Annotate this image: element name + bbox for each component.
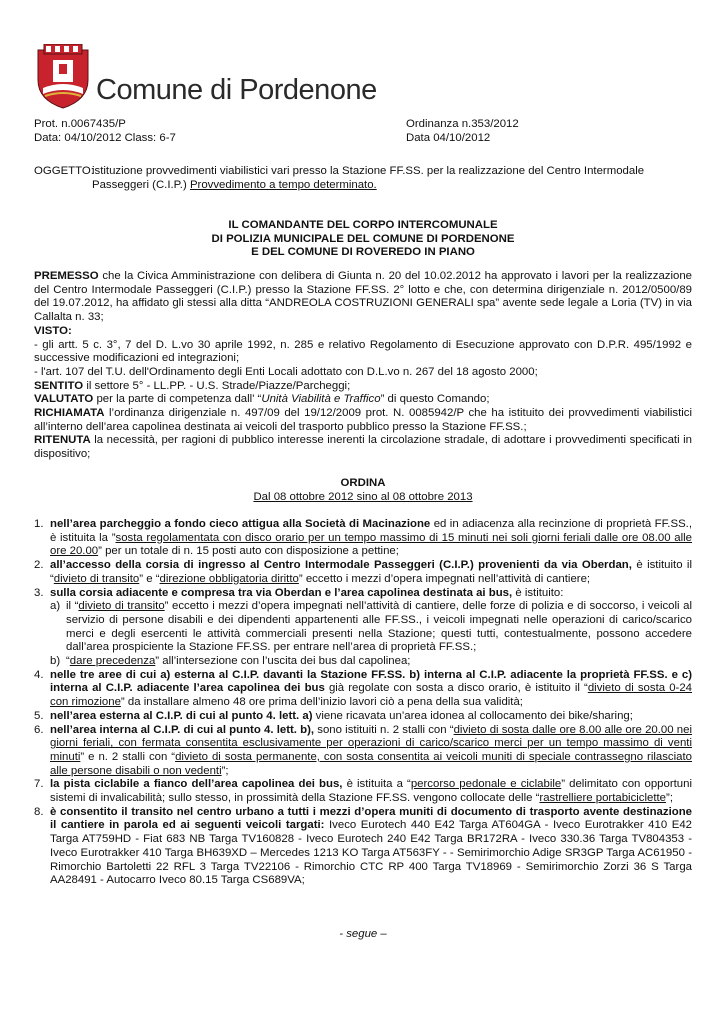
item-underlined: direzione obbligatoria diritto xyxy=(159,572,299,585)
protocol-block xyxy=(34,118,394,145)
item-text: ” per un totale di n. 15 posti auto con disposizione a pettine; xyxy=(98,545,399,558)
subject-continuation: Passeggeri (C.I.P.) xyxy=(92,178,187,191)
sub-item xyxy=(50,600,692,655)
item-bold: la pista ciclabile a fianco dell’area capolinea dei bus, xyxy=(50,778,343,791)
item-text: Iveco Eurotech 440 E42 Targa AT604GA - Iveco Eurotrakker 410 E42 Targa AT759HD - Fiat 683 NB Targa TV160828 - Iveco Eurotech 240 E42 Targa BR172RA - Iveco 330.36 Targa TV804353 - Iveco Eurotrakker 410 Targa BH639XD – Mercedes 1213 KO Targa AT563FY - - Semirimorchio Adige SR3GP Targa AC61950 - Rimorchio Bartoletti 22 RFL 3 Targa TV22106 - Rimorchio CTC RP 400 Targa TV18969 - Semirimorchio Zorzi 36 S Targa AA28491 - Autocarro Iveco 80.15 Targa CS689VA; xyxy=(50,819,692,887)
preamble xyxy=(34,270,692,462)
item-text: ” eccetto i mezzi d’opera impegnati nell’attività di cantiere; xyxy=(298,572,591,585)
item-number: 4. xyxy=(34,668,44,681)
ordinance-items xyxy=(34,518,692,888)
item-number: 8. xyxy=(34,805,44,818)
subject-text: istituzione provvedimenti viabilistici vari presso la Stazione FF.SS. per la realizzazione del Centro Intermodale xyxy=(92,165,645,177)
item-number: 7. xyxy=(34,778,44,791)
list-item xyxy=(34,710,692,724)
subject-block xyxy=(34,165,692,192)
crest-icon xyxy=(34,44,92,110)
valutato-label: VALUTATO xyxy=(34,393,94,406)
authority-heading xyxy=(34,219,692,260)
item-underlined: divieto di transito xyxy=(53,572,140,585)
ritenuta-label: RITENUTA xyxy=(34,434,91,447)
list-item xyxy=(34,518,692,559)
item-text: è istituito il “ xyxy=(50,559,692,585)
richiamata-label: RICHIAMATA xyxy=(34,407,105,420)
visto-item: - l'art. 107 del T.U. dell'Ordinamento degli Enti Locali adottato con D.L.vo n. 267 del 18 agosto 2000; xyxy=(34,365,538,378)
item-text: è istituita a “ xyxy=(342,778,411,791)
authority-line: IL COMANDANTE DEL CORPO INTERCOMUNALE xyxy=(228,219,498,231)
sub-item-letter: a) xyxy=(50,600,61,613)
list-item xyxy=(34,806,692,888)
item-text: ”; xyxy=(221,764,229,777)
item-underlined: sosta regolamentata con disco orario per un tempo massimo di 15 minuti nei soli giorni feriali dalle ore 08.00 alle ore 20.00 xyxy=(50,531,692,558)
ordinance-block xyxy=(406,118,686,145)
authority-line: E DEL COMUNE DI ROVEREDO IN PIANO xyxy=(251,246,475,259)
valutato-text-2: ” di questo Comando; xyxy=(380,393,490,406)
item-number: 5. xyxy=(34,709,44,722)
item-bold: nell’area interna al C.I.P. di cui al punto 4. lett. b), xyxy=(50,723,315,736)
item-text: ed in adiacenza alla recinzione di proprietà FF.SS., è istituita la ” xyxy=(50,518,692,544)
protocol-date-class: Data: 04/10/2012 Class: 6-7 xyxy=(34,131,176,144)
ritenuta-paragraph xyxy=(34,434,692,461)
list-item xyxy=(34,559,692,586)
item-text: “ xyxy=(66,655,70,668)
item-underlined: dare precedenza xyxy=(69,655,156,668)
item-text: viene ricavata un’area idonea al collocamento dei bike/sharing; xyxy=(312,709,633,722)
item-text: già regolate con sosta a disco orario, è istituito il “ xyxy=(324,682,588,695)
valutato-paragraph xyxy=(34,393,692,407)
item-number: 1. xyxy=(34,518,44,530)
list-item xyxy=(34,724,692,779)
item-number: 3. xyxy=(34,586,44,599)
visto-label xyxy=(34,325,692,339)
continued-footer: - segue – xyxy=(339,928,387,940)
valutato-italic: Unità Viabilità e Traffico xyxy=(261,393,381,406)
letterhead xyxy=(34,44,434,110)
item-text: sono istituiti n. 2 stalli con “ xyxy=(314,723,454,736)
item-bold: all’accesso della corsia di ingresso al Centro Intermodale Passeggeri (C.I.P.) provenienti da via Oberdan, xyxy=(50,559,632,572)
item-text: ” delimitato con opportuni sistemi di invalicabilità; sullo stesso, in prossimità della Stazione FF.SS. vengono collocate delle “ xyxy=(50,778,692,805)
item-number: 2. xyxy=(34,559,44,572)
subject-label: OGGETTO: xyxy=(34,165,94,177)
item-underlined: divieto di sosta 0-24 con rimozione xyxy=(50,682,692,709)
org-name: Comune di Pordenone xyxy=(96,74,377,106)
valutato-text: per la parte di competenza dall' “ xyxy=(96,393,262,406)
list-item xyxy=(34,669,692,710)
premesso-text: che la Civica Amministrazione con delibera di Giunta n. 20 del 10.02.2012 ha approvato i lavori per la realizzazione del Centro Intermodale Passeggeri (C.I.P.) presso la Stazione FF.SS. 2° lotto e che, con determina dirigenziale n. 2012/0500/89 del 19.07.2012, ha affidato gli stessi alla ditta “ANDREOLA COSTRUZIONI GENERALI spa” avente sede legale a Loria (TV) in via Callalta n. 33; xyxy=(34,270,693,324)
richiamata-paragraph xyxy=(34,407,692,434)
sentito-label: SENTITO xyxy=(34,379,84,392)
visto-item: - gli artt. 5 c. 3°, 7 del D. L.vo 30 aprile 1992, n. 285 e relativo Regolamento di Esecuzione approvato con D.P.R. 495/1992 e successive modificazioni ed integrazioni; xyxy=(34,338,692,365)
premesso-label: PREMESSO xyxy=(34,270,99,282)
richiamata-text: l’ordinanza dirigenziale n. 497/09 del 19/12/2009 prot. N. 0085942/P che ha istituito dei provvedimenti viabilistici all’interno dell’area capolinea destinata ai veicoli del trasporto pubblico presso la Stazione FF.SS.; xyxy=(34,407,692,433)
item-underlined: percorso pedonale e ciclabile xyxy=(410,778,562,791)
ritenuta-text: la necessità, per ragioni di pubblico interesse inerenti la circolazione stradale, di adottare i provvedimenti specificati in dispositivo; xyxy=(34,434,692,461)
authority-line: DI POLIZIA MUNICIPALE DEL COMUNE DI PORDENONE xyxy=(211,232,515,245)
item-underlined: divieto di sosta dalle ore 8.00 alle ore 20.00 nei giorni feriali, con fermata consentita esclusivamente per operazioni di carico/scarico merci per un tempo massimo di venti minuti xyxy=(50,723,692,763)
ordina-heading xyxy=(34,477,692,504)
sub-item-letter: b) xyxy=(50,655,61,668)
item-text: ” e n. 2 stalli con “ xyxy=(80,750,176,763)
ordinance-date: Data 04/10/2012 xyxy=(406,131,491,144)
ordina-title: ORDINA xyxy=(340,477,386,489)
item-underlined: rastrelliere portabiciclette xyxy=(539,792,667,805)
visto-label-text: VISTO: xyxy=(34,324,72,337)
ordinance-number: Ordinanza n.353/2012 xyxy=(406,118,519,130)
item-number: 6. xyxy=(34,723,44,736)
subject-underlined: Provvedimento a tempo determinato. xyxy=(189,178,377,191)
item-bold: nell’area parcheggio a fondo cieco attigua alla Società di Macinazione xyxy=(50,518,431,530)
item-text: ” da installare almeno 48 ore prima dell’inizio lavori ciò a pena della sua validità; xyxy=(120,696,523,709)
list-item xyxy=(34,587,692,669)
ordina-period: Dal 08 ottobre 2012 sino al 08 ottobre 2013 xyxy=(253,490,473,503)
item-text: è istituito: xyxy=(512,586,564,599)
item-text: il “ xyxy=(66,600,79,613)
protocol-number: Prot. n.0067435/P xyxy=(34,118,126,130)
item-text: ” all’intersezione con l’uscita dei bus dal capolinea; xyxy=(155,655,411,668)
item-underlined: divieto di transito xyxy=(78,600,165,613)
premesso-paragraph xyxy=(34,270,692,325)
item-bold: sulla corsia adiacente e compresa tra via Oberdan e l’area capolinea destinata ai bus, xyxy=(50,586,513,599)
item-bold: è consentito il transito nel centro urbano a tutti i mezzi d’opera muniti di documento di trasporto avente destinazione il cantiere in parola ed ai seguenti veicoli targati: xyxy=(50,805,692,832)
item-text: ” eccetto i mezzi d’opera impegnati nell’attività di cantiere, delle forze di polizia e di soccorso, i veicoli al servizio di persone disabili e dei dipendenti appartenenti alle FF.SS., i veicoli impegnati nelle operazioni di carico/scarico merci e degli esercenti le attività commerciali presenti nella Stazione; questi tutti, contestualmente, possono accedere dall’area prospiciente la Stazione FF.SS. per entrare nell’area di proprietà FF.SS.; xyxy=(66,600,692,654)
item-underlined: divieto di sosta permanente, con sosta consentita ai veicoli muniti di speciale contrassegno rilasciato alle persone disabili o non vedenti xyxy=(50,750,692,777)
list-item xyxy=(34,778,692,805)
sentito-text: il settore 5° - LL.PP. - U.S. Strade/Piazze/Parcheggi; xyxy=(86,379,351,392)
sentito-paragraph xyxy=(34,380,692,394)
item-text: ”; xyxy=(666,792,673,805)
item-bold: nell’area esterna al C.I.P. di cui al punto 4. lett. a) xyxy=(50,709,313,722)
item-bold: nelle tre aree di cui a) esterna al C.I.P. davanti la Stazione FF.SS. b) interna al C.I.P. adiacente la proprietà FF.SS. e c) interna al C.I.P. adiacente l’area capolinea dei bus xyxy=(50,668,692,695)
item-text: ” e “ xyxy=(139,572,160,585)
sub-item xyxy=(50,655,692,669)
